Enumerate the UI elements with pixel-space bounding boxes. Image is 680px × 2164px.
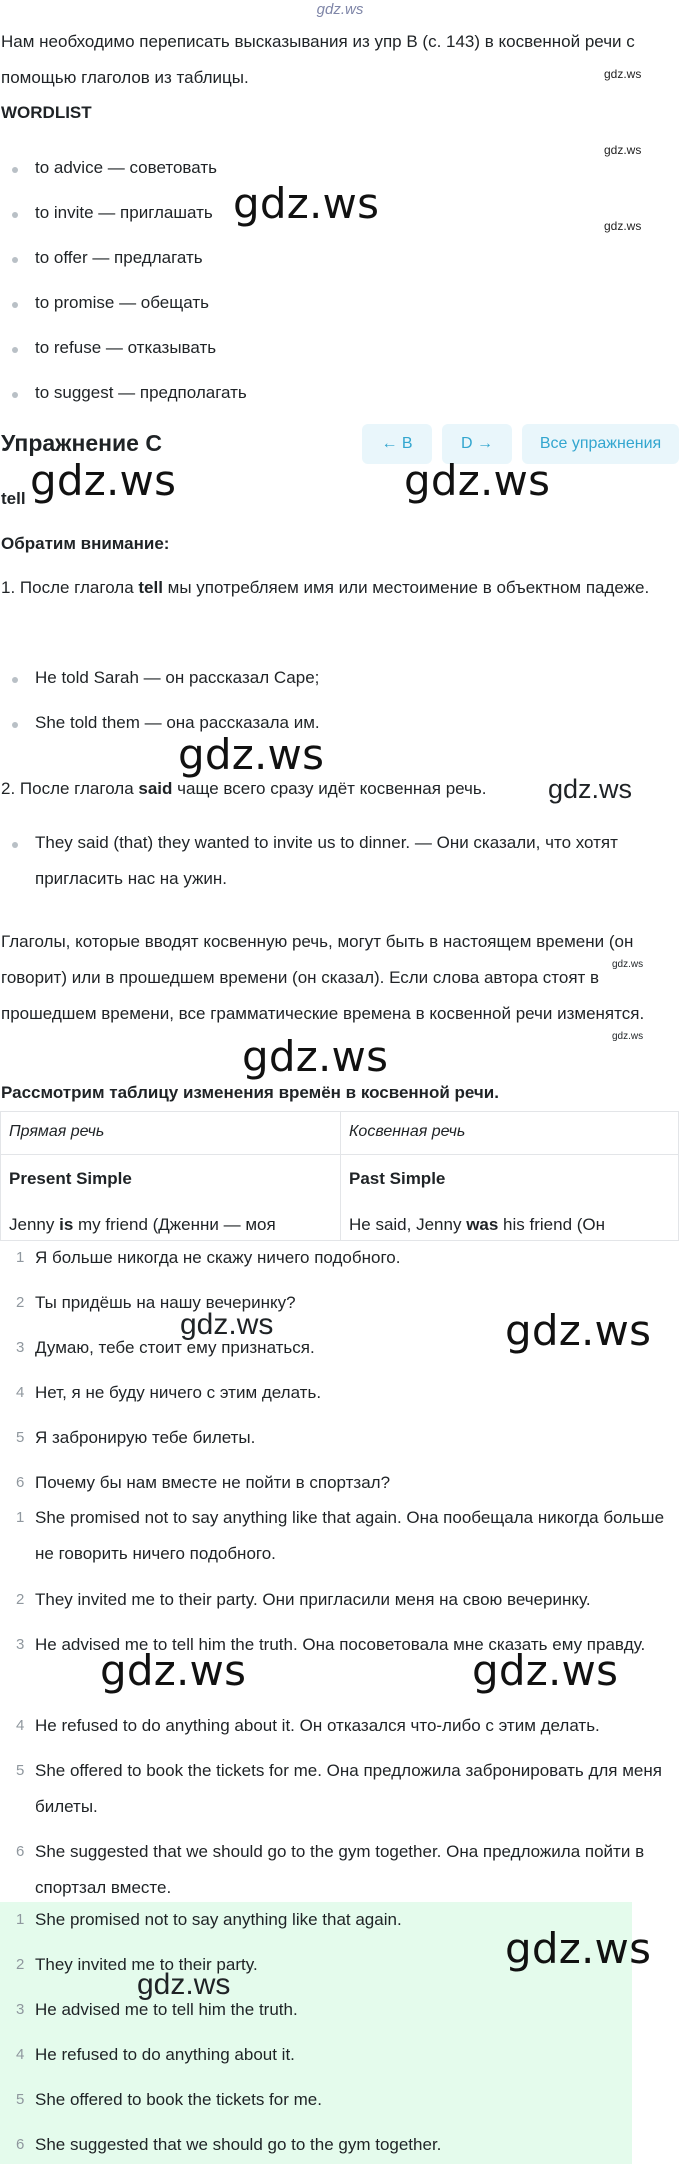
arrow-right-icon: → — [477, 435, 493, 452]
watermark-big: gdz.ws — [100, 1646, 247, 1695]
table-cell — [349, 1215, 605, 1235]
list-item: She told them — она рассказала им. — [35, 713, 320, 732]
watermark-big: gdz.ws — [505, 1306, 652, 1355]
list-item: She suggested that we should go to the gym together. Она предложила пойти в спортзал вместе. — [35, 1842, 645, 1897]
watermark-big: gdz.ws — [30, 456, 177, 505]
list-item: They invited me to their party. — [35, 1955, 258, 1974]
table-cell-text: his friend (Он — [498, 1215, 606, 1234]
tell-word: tell — [1, 489, 26, 508]
list-number: 3 — [16, 1339, 25, 1356]
list-item: Почему бы нам вместе не пойти в спортзал? — [35, 1473, 391, 1492]
wordlist-title: WORDLIST — [1, 103, 92, 122]
list-item: She suggested that we should go to the gym together. — [35, 2135, 442, 2154]
watermark-tiny: gdz.ws — [612, 959, 644, 970]
watermark-medium: gdz.ws — [180, 1308, 274, 1341]
bullet-icon — [12, 842, 18, 848]
table-cell-verb: is — [59, 1215, 74, 1234]
rule-2 — [1, 771, 541, 807]
bullet-icon — [12, 347, 18, 353]
table-cell — [9, 1215, 276, 1235]
list-item: Я больше никогда не скажу ничего подобного. — [35, 1248, 401, 1267]
bullet-icon — [12, 677, 18, 683]
all-exercises-button[interactable]: Все упражнения — [522, 424, 679, 464]
list-number: 1 — [16, 1509, 25, 1526]
bullet-icon — [12, 722, 18, 728]
rule-1-suffix: мы употребляем имя или местоимение в объектном падеже. — [162, 578, 650, 597]
list-number: 1 — [16, 1249, 25, 1266]
intro-text: Нам необходимо переписать высказывания из упр B (с. 143) в косвенной речи с помощью глаголов из таблицы. — [1, 32, 635, 87]
list-item: to promise — обещать — [35, 293, 209, 312]
next-exercise-label: D — [460, 435, 473, 452]
exercise-title: Упражнение C — [1, 430, 162, 456]
bullet-icon — [12, 302, 18, 308]
list-item: Я забронирую тебе билеты. — [35, 1428, 256, 1447]
list-item: He refused to do anything about it. — [35, 2045, 295, 2064]
watermark-small: gdz.ws — [604, 143, 642, 157]
list-number: 5 — [16, 2091, 25, 2108]
list-item: He advised me to tell him the truth. Она посоветовала мне сказать ему правду. — [35, 1635, 646, 1654]
list-number: 3 — [16, 2001, 25, 2018]
watermark-big: gdz.ws — [472, 1646, 619, 1695]
note-title: Обратим внимание: — [1, 534, 170, 553]
list-number: 4 — [16, 2046, 25, 2063]
list-item: Думаю, тебе стоит ему признаться. — [35, 1338, 315, 1357]
watermark-medium: gdz.ws — [548, 774, 633, 804]
list-item: to invite — приглашать — [35, 203, 213, 222]
watermark-big: gdz.ws — [178, 730, 325, 779]
table-cell-text: my friend (Дженни — моя — [73, 1215, 276, 1234]
list-item: to advice — советовать — [35, 158, 217, 177]
list-number: 3 — [16, 1636, 25, 1653]
rule-2-prefix: 2. После глагола — [1, 779, 139, 798]
list-item: They invited me to their party. Они пригласили меня на свою вечеринку. — [35, 1590, 591, 1609]
table-cell-text: He said, Jenny — [349, 1215, 467, 1234]
watermark-big: gdz.ws — [505, 1924, 652, 1973]
list-number: 2 — [16, 1591, 25, 1608]
watermark-small: gdz.ws — [604, 219, 642, 233]
list-item: to refuse — отказывать — [35, 338, 217, 357]
table-title: Рассмотрим таблицу изменения времён в косвенной речи. — [1, 1083, 499, 1102]
rule-2-word: said — [138, 779, 173, 798]
list-item: Нет, я не буду ничего с этим делать. — [35, 1383, 322, 1402]
watermark-top: gdz.ws — [316, 1, 364, 18]
table-cell: Past Simple — [349, 1169, 446, 1188]
tenses-table — [0, 1111, 679, 1241]
table-divider — [1, 1154, 679, 1155]
rule-1 — [1, 570, 677, 606]
arrow-left-icon: ← — [381, 435, 398, 452]
table-header-direct: Прямая речь — [9, 1123, 105, 1140]
list-item: She promised not to say anything like that again. — [35, 1910, 402, 1929]
list-item: to suggest — предполагать — [35, 383, 247, 402]
watermark-medium: gdz.ws — [137, 1968, 231, 2001]
watermark-tiny: gdz.ws — [612, 1031, 644, 1042]
watermark-big: gdz.ws — [404, 456, 551, 505]
list-number: 4 — [16, 1384, 25, 1401]
list-number: 1 — [16, 1911, 25, 1928]
list-number: 6 — [16, 1474, 25, 1491]
table-cell-verb: was — [466, 1215, 499, 1234]
list-item: She offered to book the tickets for me. Она предложила забронировать для меня билеты. — [35, 1761, 662, 1816]
list-item: He refused to do anything about it. Он отказался что-либо с этим делать. — [35, 1716, 600, 1735]
list-number: 6 — [16, 1843, 25, 1860]
list-item: He advised me to tell him the truth. — [35, 2000, 298, 2019]
bullet-icon — [12, 212, 18, 218]
table-divider — [340, 1112, 341, 1241]
list-number: 4 — [16, 1717, 25, 1734]
watermark-big: gdz.ws — [233, 179, 380, 228]
list-number: 2 — [16, 1294, 25, 1311]
bullet-icon — [12, 167, 18, 173]
list-item: Ты придёшь на нашу вечеринку? — [35, 1293, 296, 1312]
list-item: She offered to book the tickets for me. — [35, 2090, 322, 2109]
list-number: 2 — [16, 1956, 25, 1973]
table-cell: Present Simple — [9, 1169, 132, 1188]
list-item: to offer — предлагать — [35, 248, 203, 267]
list-number: 6 — [16, 2136, 25, 2153]
rule-1-word: tell — [138, 578, 163, 597]
bullet-icon — [12, 257, 18, 263]
watermark-big: gdz.ws — [242, 1032, 389, 1081]
watermark-small: gdz.ws — [604, 67, 642, 81]
rule-2-suffix: чаще всего сразу идёт косвенная речь. — [172, 779, 487, 798]
list-item: They said (that) they wanted to invite us to dinner. — Они сказали, что хотят пригласить нас на ужин. — [35, 833, 618, 888]
list-number: 5 — [16, 1429, 25, 1446]
bullet-icon — [12, 392, 18, 398]
list-item: He told Sarah — он рассказал Саре; — [35, 668, 320, 687]
prev-exercise-label: B — [401, 435, 413, 452]
table-header-indirect: Косвенная речь — [349, 1123, 466, 1140]
list-number: 5 — [16, 1762, 25, 1779]
list-item: She promised not to say anything like that again. Она пообещала никогда больше не говорить ничего подобного. — [35, 1508, 665, 1563]
tenses-paragraph: Глаголы, которые вводят косвенную речь, могут быть в настоящем времени (он говорит) или в прошедшем времени (он сказал). Если слова автора стоят в прошедшем времени, все грамматические времена в косвенной речи изменятся. — [1, 932, 645, 1023]
table-cell-text: Jenny — [9, 1215, 60, 1234]
rule-1-prefix: 1. После глагола — [1, 578, 139, 597]
